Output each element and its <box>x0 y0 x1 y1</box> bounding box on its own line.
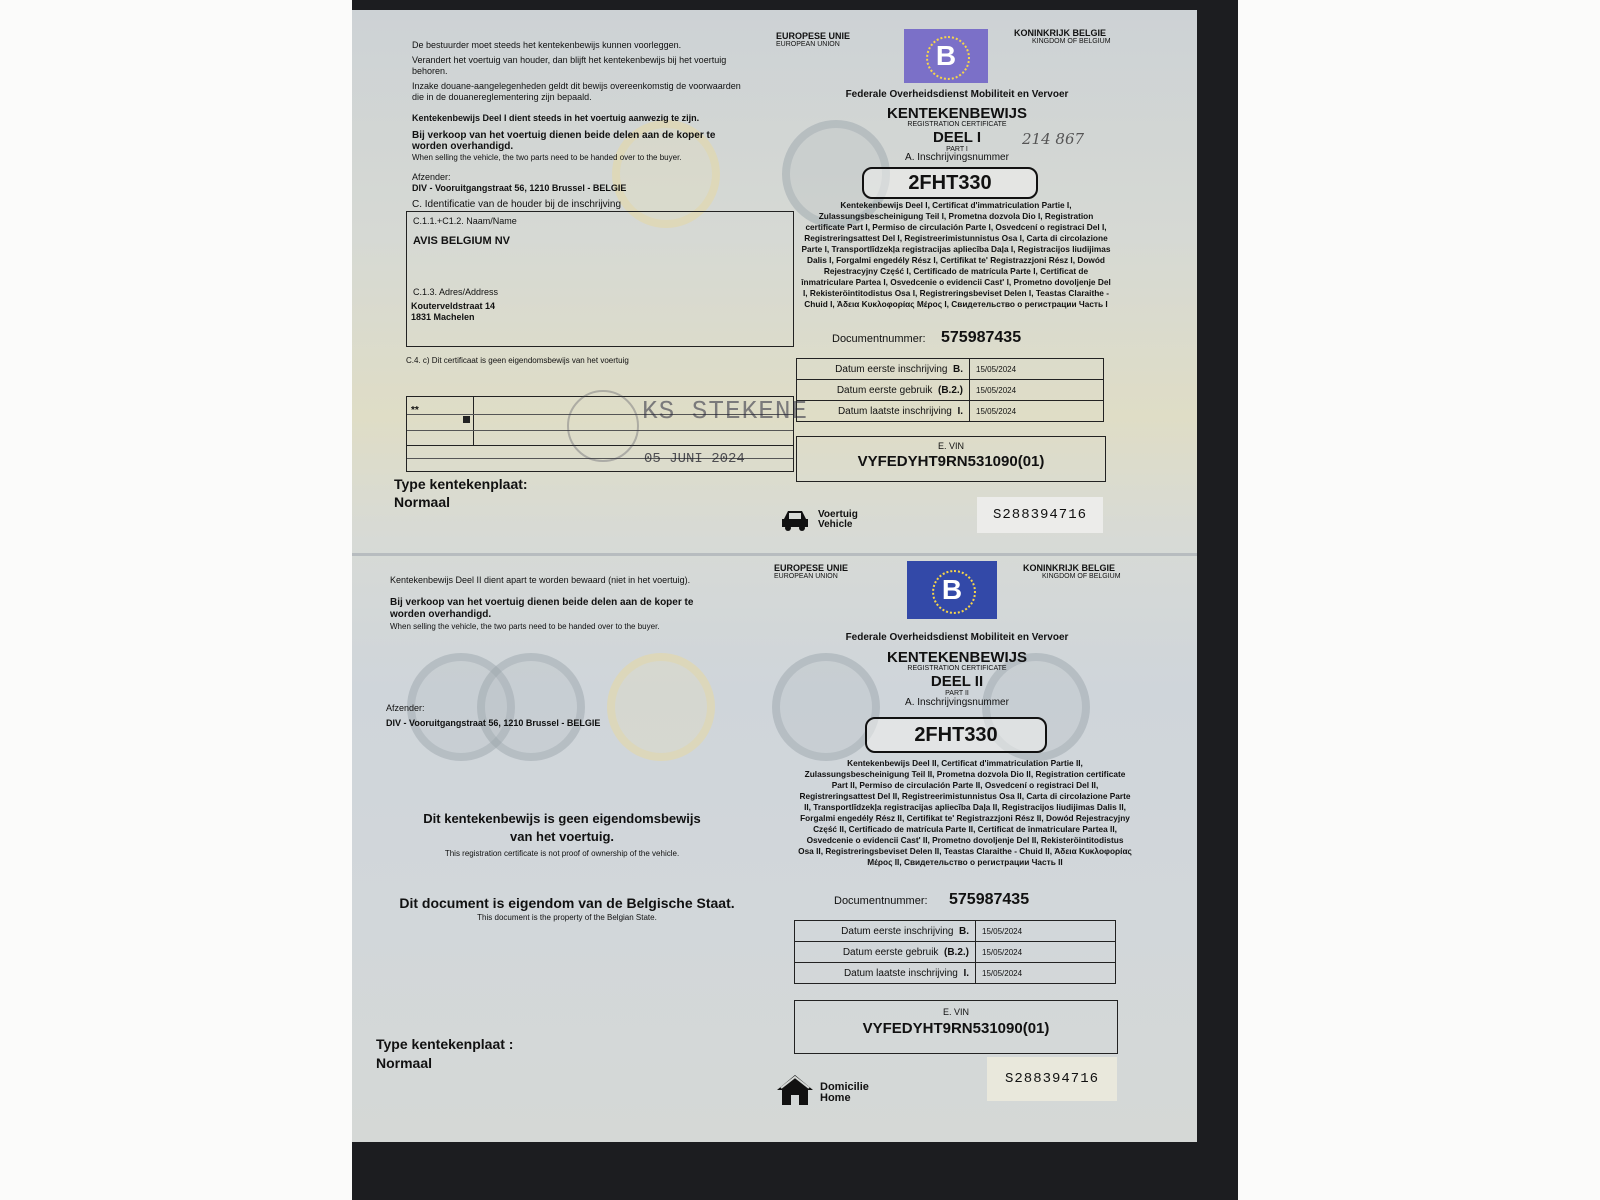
home-label-en: Home <box>820 1092 851 1104</box>
ownership-note: C.4. c) Dit certificaat is geen eigendomsbewijs van het voertuig <box>406 356 629 365</box>
home-label-nl: Domicilie <box>820 1081 869 1093</box>
sender-label: Afzender: <box>412 172 451 182</box>
not-ownership-line: van het voertuig. <box>509 829 615 844</box>
plate-type-label: Type kentekenplaat: <box>394 476 528 492</box>
not-ownership-line: Dit kentekenbewijs is geen eigendomsbewijs <box>423 811 701 826</box>
home-label <box>820 1082 869 1104</box>
sale-notice-en: When selling the vehicle, the two parts need to be handed over to the buyer. <box>412 153 682 162</box>
keep-notice: Kentekenbewijs Deel I dient steeds in het voertuig aanwezig te zijn. <box>412 113 700 123</box>
kingdom-label-en: KINGDOM OF BELGIUM <box>1042 573 1121 580</box>
reg-number-label: A. Inschrijvingsnummer <box>905 697 1009 708</box>
eu-label: EUROPESE UNIE <box>776 31 851 41</box>
sale-notice: Bij verkoop van het voertuig dienen beide delen aan de koper te worden overhandigd. <box>412 130 716 152</box>
home-icon <box>775 1073 815 1107</box>
table-row <box>795 921 1116 942</box>
address-label: C.1.3. Adres/Address <box>413 287 499 297</box>
background-left <box>0 0 352 1200</box>
reg-number: 2FHT330 <box>862 167 1038 199</box>
holder-box <box>406 211 794 347</box>
plate-type: Normaal <box>376 1055 433 1071</box>
watermark-wheel <box>477 653 585 761</box>
date-label: Datum eerste gebruik (B.2.) <box>797 380 970 401</box>
table-row <box>797 359 1104 380</box>
part-label-en: PART II <box>945 690 969 697</box>
part-two <box>352 555 1197 1142</box>
reg-number: 2FHT330 <box>865 717 1047 753</box>
vin-label: E. VIN <box>937 441 964 451</box>
country-letter: B <box>935 40 957 71</box>
date-value: 15/05/2024 <box>970 380 1104 401</box>
holder-heading: C. Identificatie van de houder bij de inschrijving <box>412 199 622 210</box>
document-title: KENTEKENBEWIJS <box>886 649 1028 666</box>
doc-number: 575987435 <box>949 891 1030 908</box>
reg-number-label: A. Inschrijvingsnummer <box>905 152 1009 163</box>
multilingual-title: Kentekenbewijs Deel II, Certificat d'immatriculation Partie II, Zulassungsbescheinigung Teil II, Prometna dozvola Dio II, Registration certificate Part II, Permiso de circulación Parte II, Osvedcení o registraci Del II, Registreringsattest Del II, Registreerimistunnistus Osa II, Carta di circolazione Parte II, Transportlīdzekļa registracijas apliecība Daļa II, Registracijos liudijimas Dalis II, Forgalmi engedély Rész II, Certifikat te' Registrazzjoni Rész II, Dowód Rejestracyjny Część II, Certificado de matrícula Parte II, Certificat de înmatriculare Partea II, Osvedcenie o evidencii Cast' II, Prometno dovoljenje Del II, Rekisteröintitodistus Osa II, Registreringsbeviset Delen II, Teastas Claraithe - Chuid II, Άδεια Κυκλοφορίας Μέρος II, Свидетельство о регистрации Часть II <box>798 758 1132 867</box>
serial-number: S288394716 <box>977 497 1103 533</box>
not-ownership-en: This registration certificate is not proof of ownership of the vehicle. <box>444 849 680 858</box>
vin-box <box>796 436 1106 482</box>
multilingual-title: Kentekenbewijs Deel I, Certificat d'immatriculation Partie I, Zulassungsbescheinigung Teil I, Prometna dozvola Dio I, Registration certificate Part I, Permiso de circulación Parte I, Osvedcení o registraci Del I, Registreringsattest Del I, Registreerimistunnistus Osa I, Carta di circolazione Parte I, Transportlīdzekļa registracijas apliecība Daļa I, Registracijos liudijimas Dalis I, Forgalmi engedély Rész I, Certifikat te' Registrazzjoni Rész I, Dowód Rejestracyjny Część I, Certificado de matrícula Parte I, Certificat de înmatriculare Partea I, Osvedcenie o evidencii Cast' I, Prometno dovoljenje Del I, Rekisteröintitodistus Osa I, Registreringsbeviset Delen I, Teastas Claraithe - Chuid I, Άδεια Κυκλοφορίας Μέρος I, Свидетельство о регистрации Часть I <box>801 200 1111 309</box>
sender-address: DIV - Vooruitgangstraat 56, 1210 Brussel - BELGIE <box>386 718 601 728</box>
background-right <box>1238 0 1600 1200</box>
state-property: Dit document is eigendom van de Belgische Staat. <box>399 895 735 911</box>
address-line: 1831 Machelen <box>411 312 475 322</box>
vin-label: E. VIN <box>942 1007 969 1017</box>
vehicle-label <box>818 510 858 530</box>
vehicle-label-nl: Voertuig <box>818 509 858 520</box>
kingdom-label-en: KINGDOM OF BELGIUM <box>1032 38 1111 45</box>
stamp-place: KS STEKENE <box>642 396 809 426</box>
table-row <box>795 942 1116 963</box>
eu-label: EUROPESE UNIE <box>774 563 849 573</box>
document-title-en: REGISTRATION CERTIFICATE <box>907 665 1007 672</box>
date-label: Datum eerste inschrijving B. <box>797 359 970 380</box>
part-label: DEEL I <box>932 129 982 146</box>
state-property-en: This document is the property of the Belgian State. <box>477 913 657 922</box>
dates-table <box>794 920 1116 984</box>
eu-label-en: EUROPEAN UNION <box>774 573 838 580</box>
document-title: KENTEKENBEWIJS <box>886 105 1028 122</box>
date-label: Datum laatste inschrijving I. <box>797 401 970 422</box>
document-title-en: REGISTRATION CERTIFICATE <box>907 121 1007 128</box>
country-letter: B <box>941 574 963 605</box>
eu-flag-icon <box>904 29 988 83</box>
sender-label: Afzender: <box>386 703 425 713</box>
intro-line: Inzake douane-aangelegenheden geldt dit bewijs overeenkomstig de voorwaarden die in de douanereglementering zijn bepaald. <box>412 81 741 102</box>
kingdom-label: KONINKRIJK BELGIE <box>1023 563 1116 573</box>
vin-number: VYFEDYHT9RN531090(01) <box>862 1020 1050 1037</box>
intro-line: Verandert het voertuig van houder, dan blijft het kentekenbewijs bij het voertuig behoren. <box>412 55 727 76</box>
date-value: 15/05/2024 <box>976 963 1116 984</box>
date-label: Datum eerste inschrijving B. <box>795 921 976 942</box>
serial-number: S288394716 <box>987 1057 1117 1101</box>
eu-label-en: EUROPEAN UNION <box>776 41 840 48</box>
sale-notice-en: When selling the vehicle, the two parts need to be handed over to the buyer. <box>390 622 660 631</box>
stars-mark: ** <box>411 405 419 416</box>
doc-number-label: Documentnummer: <box>832 333 926 345</box>
plate-type-label: Type kentekenplaat : <box>376 1036 514 1052</box>
doc-number: 575987435 <box>941 329 1022 346</box>
sender-address: DIV - Vooruitgangstraat 56, 1210 Brussel - BELGIE <box>412 183 627 193</box>
eu-flag-icon <box>907 561 997 619</box>
watermark-wheel <box>607 653 715 761</box>
holder-name: AVIS BELGIUM NV <box>413 235 510 247</box>
part-one <box>352 10 1197 555</box>
federal-service: Federale Overheidsdienst Mobiliteit en Vervoer <box>845 89 1069 100</box>
intro-text <box>412 40 752 103</box>
car-icon <box>780 508 810 532</box>
kingdom-label: KONINKRIJK BELGIE <box>1014 28 1107 38</box>
handwritten-note: 214 867 <box>1022 130 1085 148</box>
date-value: 15/05/2024 <box>970 359 1104 380</box>
plate-type: Normaal <box>394 494 451 510</box>
sale-notice: Bij verkoop van het voertuig dienen beide delen aan de koper te worden overhandigd. <box>390 597 694 620</box>
square-mark <box>463 416 470 423</box>
name-label: C.1.1.+C1.2. Naam/Name <box>413 216 517 226</box>
remarks-divider <box>473 397 474 445</box>
intro-line: De bestuurder moet steeds het kentekenbewijs kunnen voorleggen. <box>412 40 682 50</box>
registration-document <box>352 10 1197 1142</box>
stamp-seal <box>567 390 639 462</box>
dates-table <box>796 358 1104 422</box>
table-row <box>797 401 1104 422</box>
date-value: 15/05/2024 <box>976 921 1116 942</box>
federal-service: Federale Overheidsdienst Mobiliteit en Vervoer <box>845 632 1069 643</box>
date-value: 15/05/2024 <box>970 401 1104 422</box>
vin-number: VYFEDYHT9RN531090(01) <box>857 453 1045 470</box>
date-value: 15/05/2024 <box>976 942 1116 963</box>
table-row <box>795 963 1116 984</box>
date-label: Datum laatste inschrijving I. <box>795 963 976 984</box>
not-ownership-note <box>372 810 752 846</box>
address-line: Kouterveldstraat 14 <box>411 301 496 311</box>
doc-number-label: Documentnummer: <box>834 895 928 907</box>
stamp-date: 05 JUNI 2024 <box>644 451 745 467</box>
date-label: Datum eerste gebruik (B.2.) <box>795 942 976 963</box>
part-label: DEEL II <box>930 673 984 690</box>
vin-box <box>794 1000 1118 1054</box>
part-label-en: PART I <box>946 146 968 153</box>
table-row <box>797 380 1104 401</box>
vehicle-label-en: Vehicle <box>818 519 853 530</box>
keep-notice: Kentekenbewijs Deel II dient apart te worden bewaard (niet in het voertuig). <box>390 575 691 585</box>
